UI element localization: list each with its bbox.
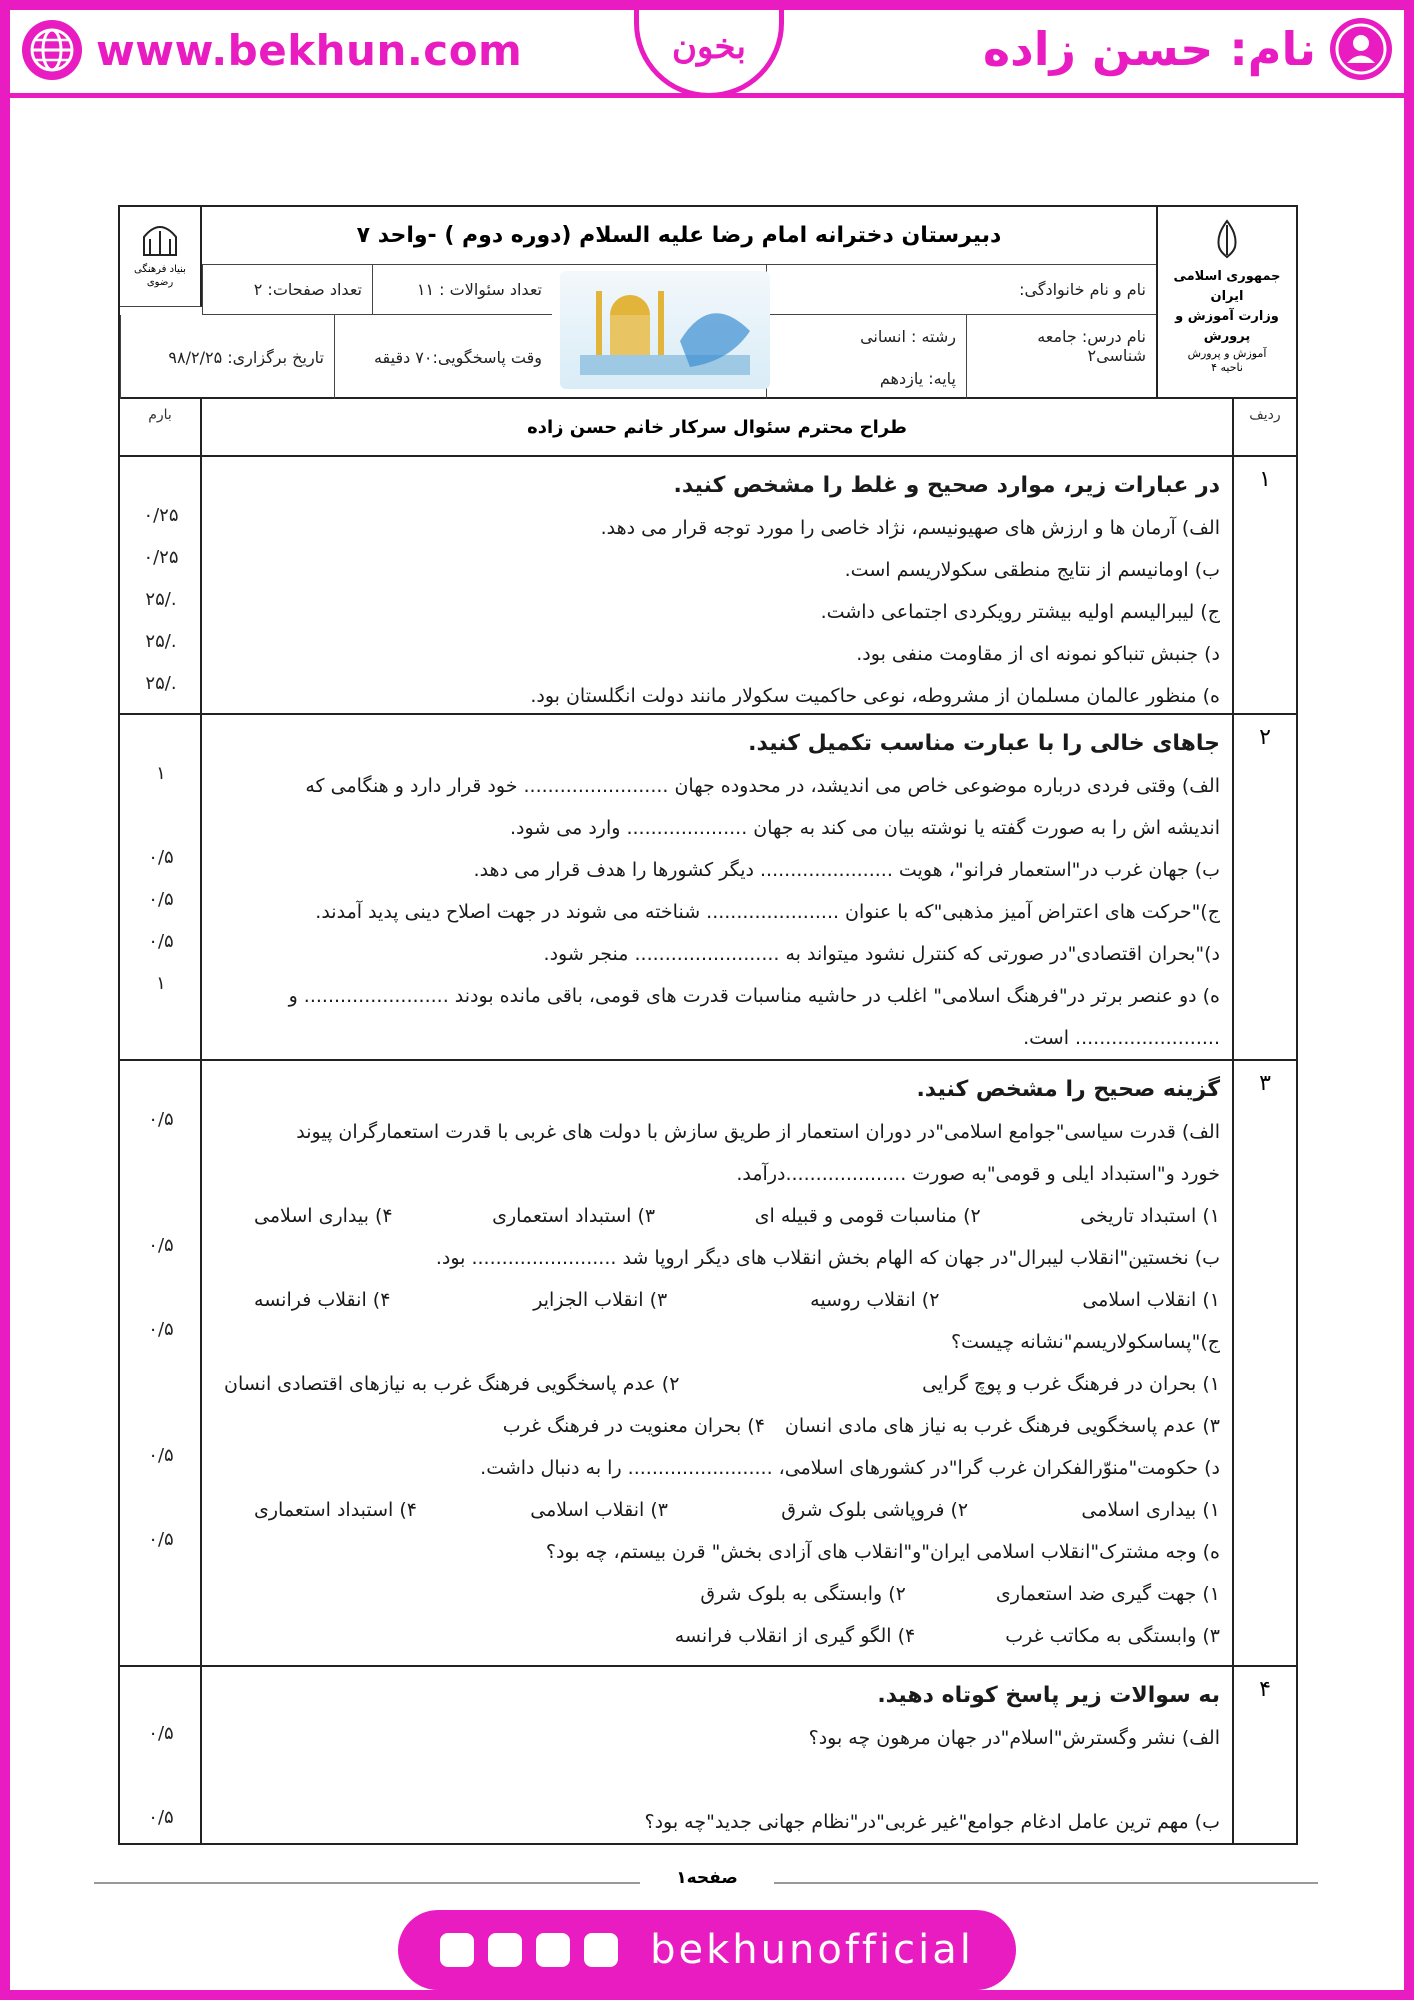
score: ۰/۵ bbox=[148, 1235, 174, 1256]
iran-emblem-icon bbox=[1209, 219, 1245, 259]
answer-options bbox=[214, 1279, 1220, 1321]
score-column bbox=[120, 715, 202, 1059]
question-item: الف) نشر وگسترش"اسلام"در جهان مرهون چه بود؟ bbox=[808, 1727, 1220, 1749]
option[interactable]: ۴) بحران معنویت در فرهنگ غرب bbox=[502, 1415, 765, 1437]
question-item: د)"بحران اقتصادی"در صورتی که کنترل نشود میتواند به ........................ منجر شود. bbox=[543, 943, 1220, 965]
website-text: www.bekhun.com bbox=[96, 25, 523, 75]
question-item: ب) نخستین"انقلاب لیبرال"در جهان که الهام بخش انقلاب های دیگر اروپا شد ........................ بود. bbox=[435, 1247, 1220, 1269]
question-item: الف) وقتی فردی درباره موضوعی خاص می اندیشد، در محدوده جهان ........................ خود قرار دارد و هنگامی که bbox=[305, 775, 1220, 797]
foundation-name: بنیاد فرهنگی رضوی bbox=[134, 264, 186, 288]
shrine-image bbox=[560, 271, 770, 389]
question-body bbox=[202, 1667, 1232, 1843]
answer-options bbox=[214, 1195, 1220, 1237]
question-title: جاهای خالی را با عبارت مناسب تکمیل کنید. bbox=[748, 731, 1220, 756]
option[interactable]: ۳) عدم پاسخگویی فرهنگ غرب به نیاز های مادی انسان bbox=[784, 1415, 1220, 1437]
exam-sheet bbox=[118, 205, 1298, 1845]
question-item: ب) اومانیسم از نتایج منطقی سکولاریسم است. bbox=[844, 559, 1220, 581]
question-body bbox=[202, 715, 1232, 1059]
question-3 bbox=[120, 1061, 1296, 1667]
question-count: تعداد سئوالات : ۱۱ bbox=[372, 265, 552, 315]
answer-options bbox=[214, 1405, 1220, 1447]
option[interactable]: ۱) انقلاب اسلامی bbox=[1082, 1289, 1220, 1311]
student-name-box bbox=[983, 18, 1392, 80]
answer-options bbox=[214, 1573, 1220, 1615]
question-item: ج) لیبرالیسم اولیه بیشتر رویکردی اجتماعی داشت. bbox=[820, 601, 1220, 623]
question-number: ۲ bbox=[1232, 715, 1296, 1059]
question-item: ج)"حرکت های اعتراض آمیز مذهبی"که با عنوان ...................... شناخته می شوند در جهت اصلاح دینی پدید آمدند. bbox=[315, 901, 1220, 923]
question-number: ۳ bbox=[1232, 1061, 1296, 1665]
question-item: خورد و"استبداد ایلی و قومی"به صورت ....................درآمد. bbox=[736, 1163, 1220, 1185]
option[interactable]: ۴) استبداد استعماری bbox=[254, 1499, 418, 1521]
question-title: گزینه صحیح را مشخص کنید. bbox=[916, 1077, 1220, 1102]
school-name: دبیرستان دخترانه امام رضا علیه السلام (دوره دوم ) -واحد ۷ bbox=[202, 207, 1156, 265]
score: ./۲۵ bbox=[145, 589, 177, 610]
score: ۰/۵ bbox=[148, 1445, 174, 1466]
question-title: به سوالات زیر پاسخ کوتاه دهید. bbox=[877, 1683, 1220, 1708]
option[interactable]: ۱) بحران در فرهنگ غرب و پوچ گرایی bbox=[922, 1373, 1220, 1395]
website-link[interactable] bbox=[22, 20, 522, 80]
score: ۰/۵ bbox=[148, 1319, 174, 1340]
question-body bbox=[202, 457, 1232, 713]
option[interactable]: ۱) جهت گیری ضد استعماری bbox=[995, 1583, 1220, 1605]
option[interactable]: ۲) وابستگی به بلوک شرق bbox=[700, 1583, 906, 1605]
question-item: ........................ است. bbox=[1023, 1027, 1220, 1049]
exam-duration: وقت پاسخگویی:۷۰ دقیقه bbox=[334, 315, 552, 399]
subject-name: نام درس: جامعه شناسی۲ bbox=[966, 315, 1156, 399]
score: ۰/۵ bbox=[148, 1529, 174, 1550]
option[interactable]: ۳) وابستگی به مکاتب غرب bbox=[1005, 1625, 1220, 1647]
score: ۱ bbox=[156, 973, 166, 994]
answer-options bbox=[214, 1615, 1220, 1657]
question-item: ه) دو عنصر برتر در"فرهنگ اسلامی" اغلب در حاشیه مناسبات قدرت های قومی، باقی مانده بودند ........................ و bbox=[288, 985, 1220, 1007]
score: ۰/۵ bbox=[148, 1109, 174, 1130]
score: ۰/۵ bbox=[148, 931, 174, 952]
field-name: رشته : انسانی bbox=[766, 315, 966, 357]
score-column bbox=[120, 457, 202, 713]
page-number: صفحه۱ bbox=[640, 1868, 774, 1898]
option[interactable]: ۴) الگو گیری از انقلاب فرانسه bbox=[674, 1625, 916, 1647]
score: ۰/۵ bbox=[148, 1723, 174, 1744]
question-item: د) جنبش تنباکو نمونه ای از مقاومت منفی بود. bbox=[856, 643, 1220, 665]
question-item: الف) آرمان ها و ارزش های صهیونیسم، نژاد خاصی را مورد توجه قرار می دهد. bbox=[600, 517, 1220, 539]
user-icon bbox=[1330, 18, 1392, 80]
score-column bbox=[120, 1667, 202, 1843]
question-item: د) حکومت"منوّرالفکران غرب گرا"در کشورهای اسلامی، ........................ را به دنبال داشت. bbox=[480, 1457, 1220, 1479]
radif-label: ردیف bbox=[1249, 407, 1281, 423]
logo-text: بخون bbox=[672, 26, 746, 67]
globe-icon bbox=[22, 20, 82, 80]
question-2 bbox=[120, 715, 1296, 1061]
foundation-emblem bbox=[120, 207, 202, 307]
score: ۱ bbox=[156, 763, 166, 784]
telegram-icon[interactable] bbox=[536, 1933, 570, 1967]
option[interactable]: ۲) مناسبات قومی و قبیله ای bbox=[754, 1205, 981, 1227]
question-body bbox=[202, 1061, 1232, 1665]
question-4 bbox=[120, 1667, 1296, 1843]
question-title: در عبارات زیر، موارد صحیح و غلط را مشخص کنید. bbox=[673, 473, 1220, 498]
instagram-icon[interactable] bbox=[584, 1933, 618, 1967]
top-banner bbox=[0, 0, 1414, 98]
option[interactable]: ۱) بیداری اسلامی bbox=[1081, 1499, 1220, 1521]
question-number: ۱ bbox=[1232, 457, 1296, 713]
aparat-icon[interactable] bbox=[440, 1933, 474, 1967]
zone-name: ناحیه ۴ bbox=[1211, 361, 1243, 374]
score: ۰/۲۵ bbox=[143, 505, 179, 526]
score: ۰/۵ bbox=[148, 1807, 174, 1828]
score: ۰/۵ bbox=[148, 889, 174, 910]
option[interactable]: ۴) انقلاب فرانسه bbox=[254, 1289, 391, 1311]
option[interactable]: ۳) انقلاب اسلامی bbox=[530, 1499, 668, 1521]
answer-options bbox=[214, 1489, 1220, 1531]
question-item: ب) جهان غرب در"استعمار فرانو"، هویت ...................... دیگر کشورها را هدف قرار می دهد. bbox=[473, 859, 1220, 881]
district-name: آموزش و پرورش bbox=[1187, 347, 1267, 360]
social-bar[interactable] bbox=[398, 1910, 1016, 1990]
option[interactable]: ۴) بیداری اسلامی bbox=[254, 1205, 393, 1227]
answer-options bbox=[214, 1363, 1220, 1405]
option[interactable]: ۲) عدم پاسخگویی فرهنگ غرب به نیازهای اقتصادی انسان bbox=[224, 1373, 680, 1395]
option[interactable]: ۲) فروپاشی بلوک شرق bbox=[781, 1499, 969, 1521]
option[interactable]: ۱) استبداد تاریخی bbox=[1080, 1205, 1220, 1227]
question-item: ب) مهم ترین عامل ادغام جوامع"غیر غربی"در"نظام جهانی جدید"چه بود؟ bbox=[644, 1811, 1220, 1833]
exam-header bbox=[120, 207, 1296, 399]
shrine-logo-icon bbox=[138, 215, 182, 259]
designer-credit: طراح محترم سئوال سرکار خانم حسن زاده bbox=[527, 416, 907, 438]
option[interactable]: ۳) استبداد استعماری bbox=[492, 1205, 656, 1227]
youtube-icon[interactable] bbox=[488, 1933, 522, 1967]
question-item: ه) منظور عالمان مسلمان از مشروطه، نوعی حاکمیت سکولار مانند دولت انگلستان بود. bbox=[530, 685, 1220, 707]
option[interactable]: ۲) انقلاب روسیه bbox=[810, 1289, 940, 1311]
table-header-row bbox=[120, 399, 1296, 457]
exam-date: تاریخ برگزاری: ۹۸/۲/۲۵ bbox=[120, 315, 334, 399]
country-name: جمهوری اسلامی ایران bbox=[1173, 269, 1281, 304]
question-item: ج)"پساسکولاریسم"نشانه چیست؟ bbox=[950, 1331, 1220, 1353]
social-handle: bekhunofficial bbox=[650, 1927, 974, 1973]
question-1 bbox=[120, 457, 1296, 715]
page-count: تعداد صفحات: ۲ bbox=[202, 265, 372, 315]
score: ./۲۵ bbox=[145, 673, 177, 694]
score: ۰/۲۵ bbox=[143, 547, 179, 568]
grade-name: پایه: یازدهم bbox=[766, 357, 966, 399]
score-column bbox=[120, 1061, 202, 1665]
question-item: ه) وجه مشترک"انقلاب اسلامی ایران"و"انقلاب های آزادی بخش" قرن بیستم، چه بود؟ bbox=[545, 1541, 1220, 1563]
question-item: اندیشه اش را به صورت گفته یا نوشته بیان می کند به جهان .................... وارد می شود. bbox=[510, 817, 1220, 839]
brand-logo[interactable] bbox=[634, 0, 784, 98]
score: ./۲۵ bbox=[145, 631, 177, 652]
student-name: نام: حسن زاده bbox=[982, 22, 1316, 76]
question-item: الف) قدرت سیاسی"جوامع اسلامی"در دوران استعمار از طریق سازش با دولت های غربی با قدرت استعمارگران پیوند bbox=[296, 1121, 1220, 1143]
ministry-emblem bbox=[1156, 207, 1296, 399]
option[interactable]: ۳) انقلاب الجزایر bbox=[533, 1289, 668, 1311]
question-number: ۴ bbox=[1232, 1667, 1296, 1843]
score: ۰/۵ bbox=[148, 847, 174, 868]
barem-label: بارم bbox=[148, 407, 172, 423]
full-name-field[interactable]: نام و نام خانوادگی: bbox=[766, 265, 1156, 315]
ministry-name: وزارت آموزش و پرورش bbox=[1175, 309, 1279, 344]
